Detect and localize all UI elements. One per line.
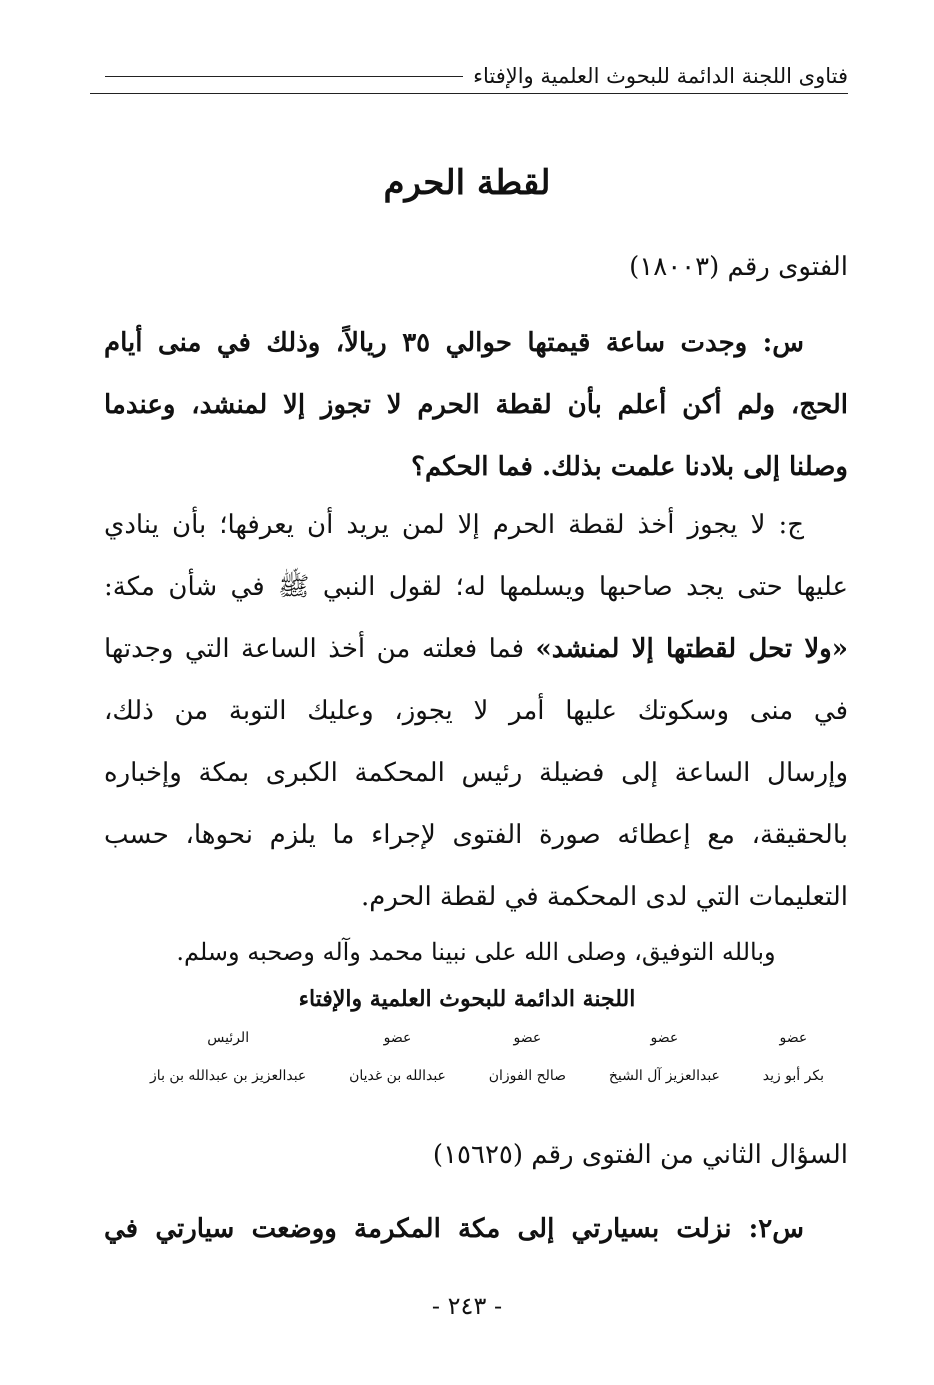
question-line: الحج، ولم أكن أعلم بأن لقطة الحرم لا تجوز إلا لمنشد، وعندما — [104, 390, 848, 420]
answer-line: وإرسال الساعة إلى فضيلة رئيس المحكمة الكبرى بمكة وإخباره — [104, 758, 848, 788]
answer-line — [104, 618, 848, 680]
answer-line: التعليمات التي لدى المحكمة في لقطة الحرم. — [361, 882, 848, 912]
question-line: وصلنا إلى بلادنا علمت بذلك. فما الحكم؟ — [411, 452, 848, 482]
signature-name: صالح الفوزان — [488, 1068, 567, 1084]
running-header-title: فتاوى اللجنة الدائمة للبحوث العلمية والإفتاء — [473, 64, 848, 88]
second-question-title: السؤال الثاني من الفتوى رقم (١٥٦٢٥) — [432, 1140, 848, 1170]
signature-member — [349, 1030, 446, 1084]
signature-role: عضو — [650, 1030, 679, 1046]
signature-role: عضو — [513, 1030, 542, 1046]
signature-role: الرئيس — [207, 1030, 250, 1046]
page-number: - ٢٤٣ - — [431, 1292, 503, 1320]
signature-name: عبدالعزيز آل الشيخ — [608, 1068, 720, 1084]
answer-line: عليها حتى يجد صاحبها ويسلمها له؛ لقول النبي ﷺ في شأن مكة: — [104, 572, 848, 602]
running-header — [105, 64, 848, 88]
header-divider — [90, 93, 848, 94]
second-question — [104, 1198, 848, 1260]
signature-name: بكر أبو زيد — [762, 1068, 824, 1084]
page-title: لقطة الحرم — [383, 163, 551, 203]
answer-line: ج: لا يجوز أخذ لقطة الحرم إلا لمن يريد أن يعرفها؛ بأن ينادي — [104, 510, 804, 540]
question-block — [104, 312, 848, 498]
signature-member — [489, 1030, 566, 1084]
closing-prayer: وبالله التوفيق، وصلى الله على نبينا محمد وآله وصحبه وسلم. — [176, 938, 776, 966]
header-rule — [105, 76, 463, 77]
signature-name: عبدالعزيز بن عبدالله بن باز — [150, 1068, 307, 1084]
second-question-line: س٢: نزلت بسيارتي إلى مكة المكرمة ووضعت سيارتي في — [104, 1214, 804, 1244]
answer-line-rest: فما فعلته من أخذ الساعة التي وجدتها — [104, 634, 536, 664]
fatwa-number: الفتوى رقم (١٨٠٠٣) — [629, 252, 848, 282]
hadith-quote: «ولا تحل لقطتها إلا لمنشد» — [535, 634, 848, 664]
answer-line: بالحقيقة، مع إعطائه صورة الفتوى لإجراء ما يلزم نحوها، حسب — [104, 820, 848, 850]
signature-chairman — [150, 1030, 306, 1084]
signature-name: عبدالله بن غديان — [349, 1068, 446, 1084]
signature-role: عضو — [383, 1030, 412, 1046]
signatures — [150, 1030, 824, 1084]
committee-name: اللجنة الدائمة للبحوث العلمية والإفتاء — [298, 986, 636, 1012]
answer-line: في منى وسكوتك عليها أمر لا يجوز، وعليك التوبة من ذلك، — [104, 696, 848, 726]
answer-block — [104, 494, 848, 928]
signature-member — [763, 1030, 824, 1084]
signature-member — [609, 1030, 720, 1084]
question-line: س: وجدت ساعة قيمتها حوالي ٣٥ ريالاً، وذلك في منى أيام — [104, 328, 805, 358]
signature-role: عضو — [779, 1030, 808, 1046]
